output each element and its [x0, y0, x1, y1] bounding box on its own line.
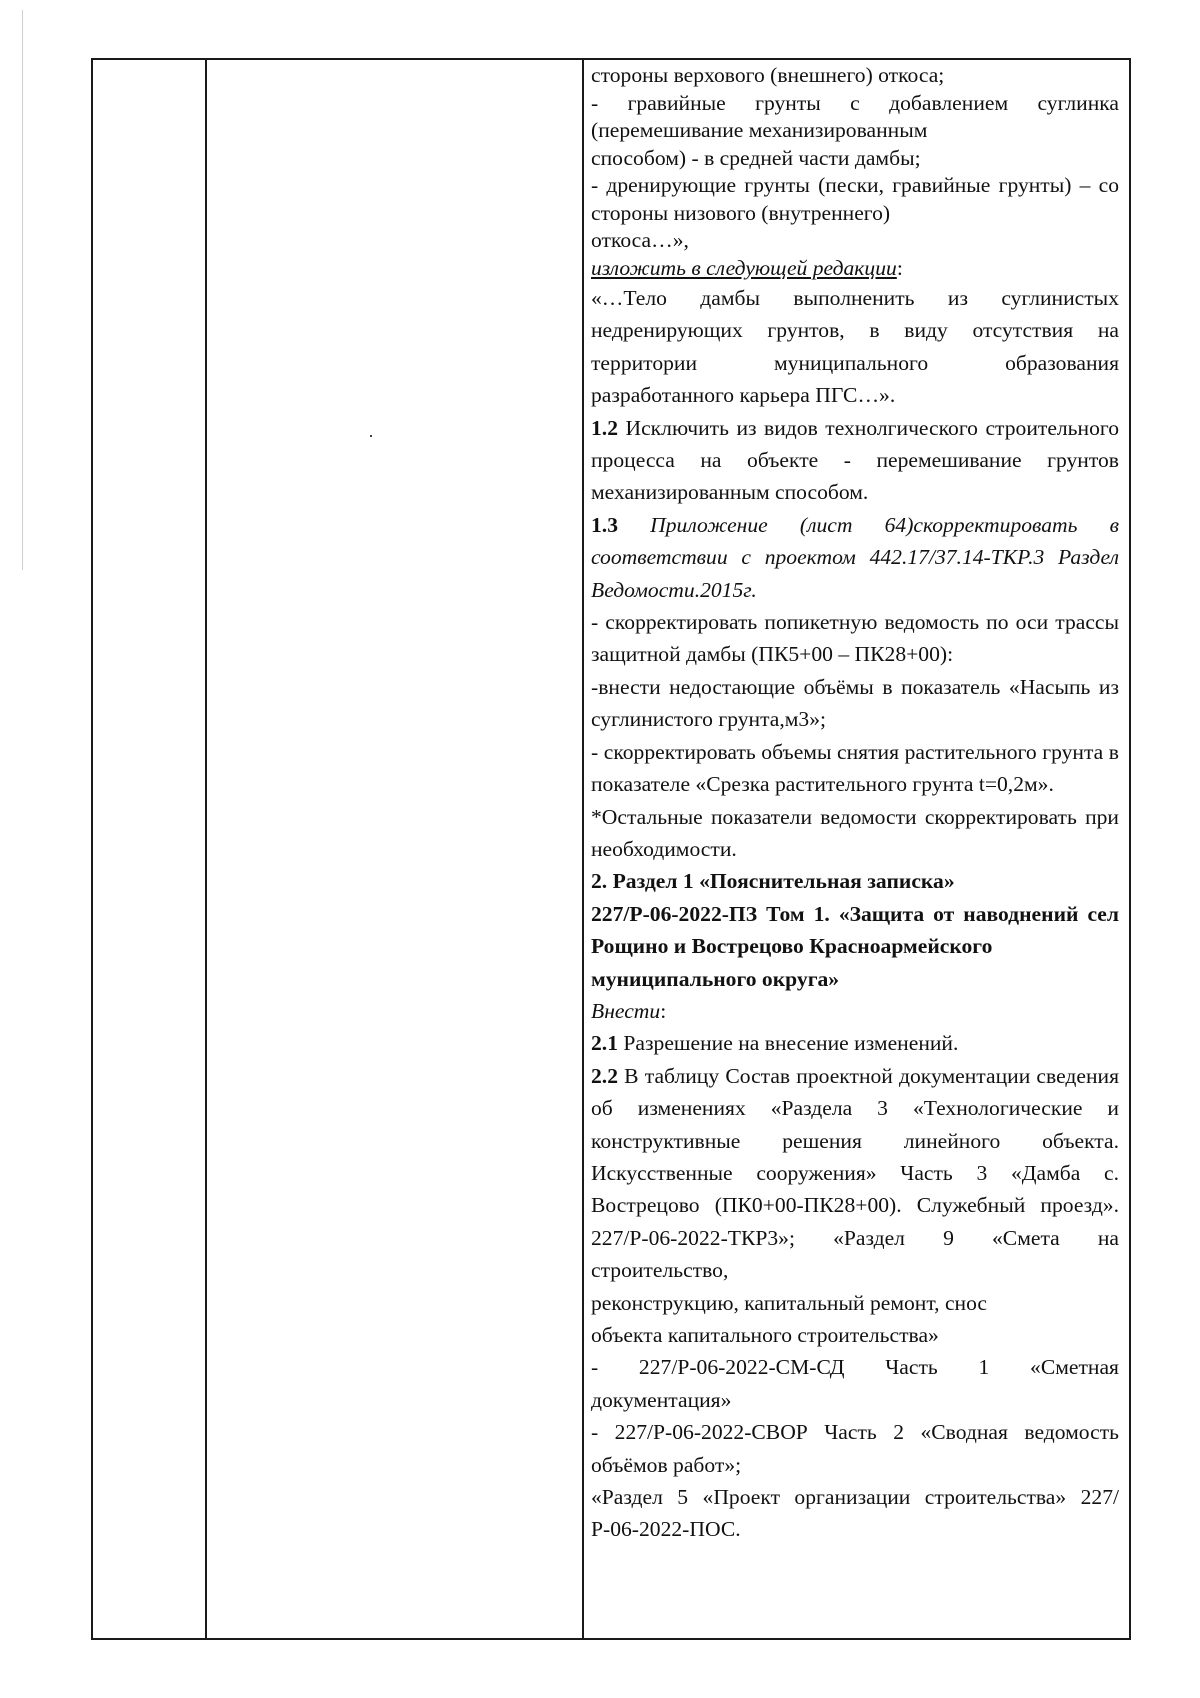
item-number: 1.3	[591, 512, 618, 537]
paragraph-2-2	[591, 1060, 1119, 1287]
item-number: 1.2	[591, 415, 618, 440]
volume-title	[591, 898, 1119, 963]
paragraph-text: Разрешение на внесение изменений.	[618, 1031, 959, 1056]
paragraph-text: В таблицу Состав проектной документации сведения об изменениях «Раздела 3 «Технологические и конструктивные решения линейного объекта. Искусственные сооружения» Часть 3 «Дамба с. Вострецово (ПК0+00-ПК28+00). Служебный проезд». 227/Р-06-2022-ТКР3»; «Раздел 9 «Смета на строительство,	[591, 1063, 1119, 1283]
text-line: откоса…»,	[591, 228, 689, 252]
item-number: 2.2	[591, 1063, 618, 1088]
colon: :	[660, 998, 667, 1023]
paragraph: «Раздел 5 «Проект организации строительства» 227/Р-06-2022-ПОС.	[591, 1485, 1119, 1542]
colon: :	[896, 255, 903, 280]
section-heading	[591, 865, 1119, 897]
section-heading-text: 2. Раздел 1 «Пояснительная записка»	[591, 869, 955, 894]
text-line: объекта капитального строительства»	[591, 1323, 939, 1347]
volume-title-end	[591, 963, 1119, 995]
paragraph-1-2	[591, 412, 1119, 509]
volume-title-text: 227/Р-06-2022-ПЗ Том 1. «Защита от наводнений сел Рощино и Вострецово Красноармейского	[591, 901, 1119, 959]
text-line: - гравийные грунты с добавлением суглинка (перемешивание механизированным	[591, 90, 1119, 142]
paragraph-text: Приложение (лист 64)скорректировать в соответствии с проектом 442.17/37.14-ТКР.3 Раздел Ведомости.2015г.	[591, 512, 1119, 602]
scan-margin-mark	[22, 10, 23, 570]
text-line: - дренирующие грунты (пески, гравийные грунты) – со стороны низового (внутреннего)	[591, 173, 1119, 225]
item-number: 2.1	[591, 1031, 618, 1056]
stray-mark	[370, 435, 372, 437]
paragraph: - 227/Р-06-2022-СМ-СД Часть 1 «Сметная документация»	[591, 1355, 1119, 1412]
paragraph: - скорректировать попикетную ведомость по оси трассы защитной дамбы (ПК5+00 – ПК28+00):	[591, 610, 1119, 667]
volume-title-end-text: муниципального округа»	[591, 966, 840, 991]
paragraph: - скорректировать объемы снятия растительного грунта в показателе «Срезка растительного грунта t=0,2м».	[591, 739, 1119, 797]
text-line: стороны верхового (внешнего) откоса;	[591, 63, 945, 87]
text-line: реконструкцию, капитальный ремонт, снос	[591, 1290, 988, 1315]
document-content-cell	[591, 62, 1119, 1546]
paragraph-1-3	[591, 509, 1119, 606]
column-divider-1	[205, 60, 207, 1638]
paragraph: «…Тело дамбы выполненить из суглинистых недренирующих грунтов, в виду отсутствия на территории муниципального образования разработанного карьера ПГС…».	[591, 286, 1119, 408]
paragraph-text: Исключить из видов технолгического строительного процесса на объекте - перемешивание грунтов механизированным способом.	[591, 415, 1119, 505]
text-line: способом) - в средней части дамбы;	[591, 145, 921, 170]
edit-instruction	[591, 255, 1119, 283]
column-divider-2	[582, 60, 584, 1638]
paragraph: -внести недостающие объёмы в показатель «Насыпь из суглинистого грунта,м3»;	[591, 674, 1119, 732]
add-instruction	[591, 995, 1119, 1027]
edit-instruction-text: изложить в следующей редакции	[591, 255, 897, 280]
paragraph: - 227/Р-06-2022-СВОР Часть 2 «Сводная ведомость объёмов работ»;	[591, 1420, 1119, 1477]
add-instruction-text: Внести	[591, 998, 661, 1023]
paragraph-2-1	[591, 1027, 1119, 1059]
paragraph: *Остальные показатели ведомости скорректировать при необходимости.	[591, 804, 1119, 861]
